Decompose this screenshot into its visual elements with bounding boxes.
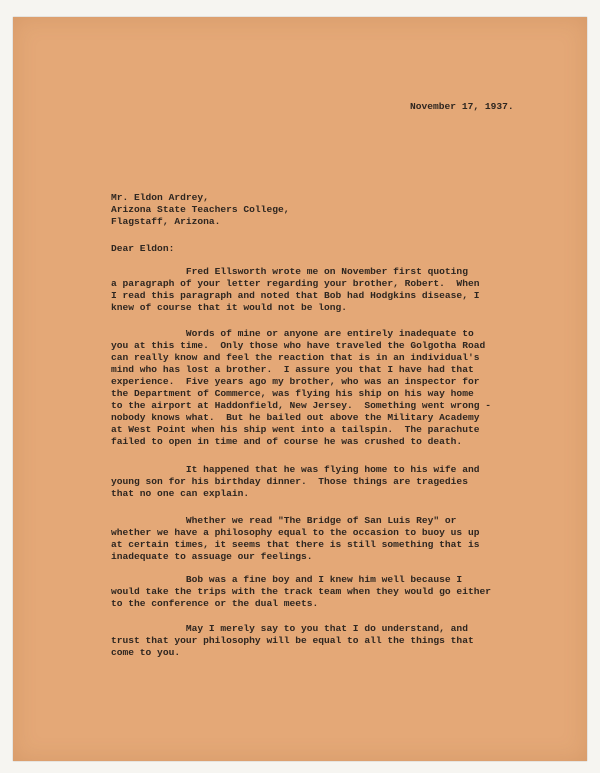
paragraph-line: May I merely say to you that I do understand, and xyxy=(111,623,468,634)
letter-body xyxy=(13,17,587,761)
paragraph-line: the Department of Commerce, was flying his ship on his way home xyxy=(111,388,474,399)
paragraph-line: to the airport at Haddonfield, New Jersey. Something went wrong - xyxy=(111,400,491,411)
address-line-city: Flagstaff, Arizona. xyxy=(111,216,221,227)
paragraph-line: Fred Ellsworth wrote me on November first quoting xyxy=(111,266,468,277)
paragraph-line: you at this time. Only those who have traveled the Golgotha Road xyxy=(111,340,486,351)
paragraph-5 xyxy=(111,574,511,610)
paragraph-1 xyxy=(111,266,511,314)
salutation xyxy=(111,243,511,255)
address-line-name: Mr. Eldon Ardrey, xyxy=(111,192,209,203)
paragraph-line: nobody knows what. But he bailed out above the Military Academy xyxy=(111,412,480,423)
paragraph-line: Words of mine or anyone are entirely inadequate to xyxy=(111,328,474,339)
paragraph-2 xyxy=(111,328,511,448)
paragraph-6 xyxy=(111,623,511,659)
address-line-institution: Arizona State Teachers College, xyxy=(111,204,290,215)
paragraph-line: I read this paragraph and noted that Bob had Hodgkins disease, I xyxy=(111,290,480,301)
paragraph-line: experience. Five years ago my brother, who was an inspector for xyxy=(111,376,480,387)
paragraph-line: to the conference or the dual meets. xyxy=(111,598,319,609)
paragraph-line: Bob was a fine boy and I knew him well because I xyxy=(111,574,463,585)
letter-date: November 17, 1937. xyxy=(410,101,514,112)
paragraph-line: young son for his birthday dinner. Those things are tragedies xyxy=(111,476,468,487)
paragraph-line: would take the trips with the track team when they would go either xyxy=(111,586,491,597)
paragraph-line: can really know and feel the reaction that is in an individual's xyxy=(111,352,480,363)
paragraph-3 xyxy=(111,464,511,500)
paragraph-line: that no one can explain. xyxy=(111,488,250,499)
paragraph-line: whether we have a philosophy equal to the occasion to buoy us up xyxy=(111,527,480,538)
paragraph-line: come to you. xyxy=(111,647,181,658)
paragraph-line: inadequate to assuage our feelings. xyxy=(111,551,313,562)
paragraph-line: at certain times, it seems that there is still something that is xyxy=(111,539,480,550)
recipient-address xyxy=(111,192,511,228)
paragraph-line: a paragraph of your letter regarding your brother, Robert. When xyxy=(111,278,480,289)
paragraph-line: knew of course that it would not be long. xyxy=(111,302,348,313)
paragraph-line: It happened that he was flying home to his wife and xyxy=(111,464,480,475)
paragraph-line: trust that your philosophy will be equal to all the things that xyxy=(111,635,474,646)
paragraph-line: at West Point when his ship went into a tailspin. The parachute xyxy=(111,424,480,435)
paragraph-line: failed to open in time and of course he was crushed to death. xyxy=(111,436,463,447)
paragraph-line: Whether we read "The Bridge of San Luis Rey" or xyxy=(111,515,457,526)
paragraph-line: mind who has lost a brother. I assure you that I have had that xyxy=(111,364,474,375)
salutation-text: Dear Eldon: xyxy=(111,243,175,254)
letter-paper xyxy=(13,17,587,761)
paragraph-4 xyxy=(111,515,511,563)
